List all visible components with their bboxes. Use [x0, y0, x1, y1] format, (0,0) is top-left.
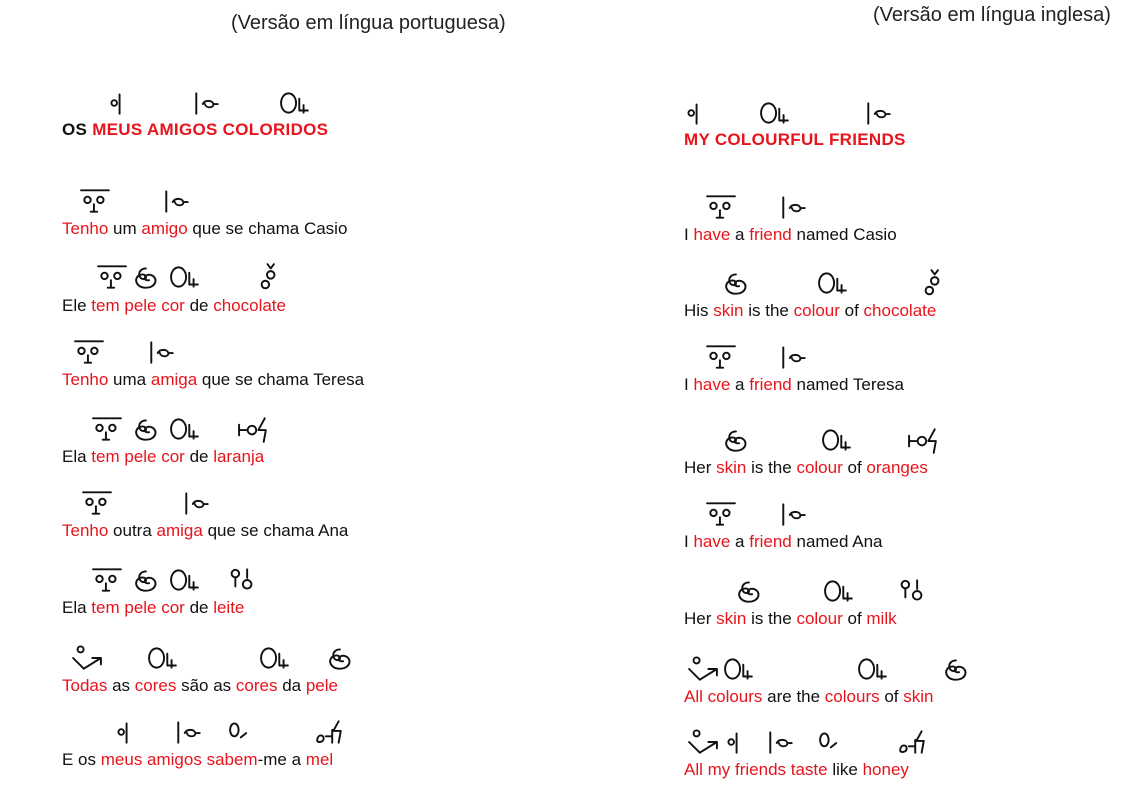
english-title [684, 128, 906, 152]
text-segment: I [684, 532, 694, 551]
have-symbol-icon [95, 262, 129, 292]
colour-symbol-icon [722, 654, 756, 684]
text-segment: tem pele cor [91, 447, 185, 466]
text-segment: friend [749, 225, 792, 244]
text-segment: of [842, 458, 867, 477]
skin-symbol-icon [720, 425, 754, 455]
english-line-7 [684, 685, 933, 709]
friend-symbol-icon [160, 186, 194, 216]
text-segment: amigo [141, 219, 188, 238]
my-symbol-icon [726, 727, 760, 757]
text-segment: amiga [156, 521, 203, 540]
text-segment: like [827, 760, 863, 779]
text-segment: MY COLOURFUL FRIENDS [684, 130, 906, 149]
text-segment: colour [796, 609, 843, 628]
text-segment: I [684, 375, 694, 394]
portuguese-line-1 [62, 217, 347, 241]
skin-symbol-icon [733, 576, 767, 606]
portuguese-line-3 [62, 368, 364, 392]
have-symbol-icon [72, 337, 106, 367]
text-segment: -me a [257, 750, 306, 769]
all-symbol-icon [686, 654, 720, 684]
portuguese-line-5 [62, 519, 348, 543]
text-segment: Her [684, 458, 717, 477]
orange-symbol-icon [236, 414, 270, 444]
text-segment: MEUS AMIGOS COLORIDOS [92, 120, 329, 139]
text-segment: da [277, 676, 306, 695]
text-segment: Tenho [62, 219, 109, 238]
text-segment: is the [746, 458, 797, 477]
friend-symbol-icon [180, 488, 214, 518]
colour-symbol-icon [822, 576, 856, 606]
colour-symbol-icon [856, 654, 890, 684]
text-segment: named Teresa [791, 375, 904, 394]
my-symbol-icon [686, 98, 720, 128]
skin-symbol-icon [130, 262, 164, 292]
text-segment: Tenho [62, 370, 109, 389]
text-segment: colour [793, 301, 840, 320]
text-segment: oranges [866, 458, 928, 477]
all-symbol-icon [686, 727, 720, 757]
have-symbol-icon [704, 342, 738, 372]
text-segment: colours [824, 687, 880, 706]
text-segment: have [693, 532, 731, 551]
text-segment: skin [716, 609, 747, 628]
colour-symbol-icon [820, 425, 854, 455]
text-segment: um [108, 219, 142, 238]
text-segment: a [730, 225, 750, 244]
text-segment: Her [684, 609, 717, 628]
portuguese-line-7 [62, 674, 338, 698]
english-version-header: (Versão em língua inglesa) [873, 4, 1111, 26]
english-line-8 [684, 758, 909, 782]
portuguese-line-6 [62, 596, 244, 620]
friend-symbol-icon [862, 98, 896, 128]
text-segment: Todas [62, 676, 108, 695]
orange-symbol-icon [906, 425, 940, 455]
text-segment: a [730, 375, 750, 394]
have-symbol-icon [80, 488, 114, 518]
text-segment: cores [235, 676, 278, 695]
colour-symbol-icon [258, 643, 292, 673]
taste-symbol-icon [227, 717, 261, 747]
text-segment: são as [176, 676, 236, 695]
text-segment: tem pele cor [91, 598, 185, 617]
friend-symbol-icon [145, 337, 179, 367]
text-segment: mel [305, 750, 334, 769]
text-segment: a [730, 532, 750, 551]
text-segment: of [879, 687, 904, 706]
text-segment: All colours [684, 687, 763, 706]
english-line-2 [684, 299, 936, 323]
colour-symbol-icon [168, 262, 202, 292]
text-segment: of [839, 301, 864, 320]
english-line-5 [684, 530, 883, 554]
text-segment: que se chama Ana [202, 521, 349, 540]
text-segment: leite [213, 598, 245, 617]
text-segment: friend [749, 375, 792, 394]
text-segment: I [684, 225, 694, 244]
english-line-1 [684, 223, 897, 247]
friend-symbol-icon [777, 192, 811, 222]
chocolate-symbol-icon [258, 262, 292, 292]
my-symbol-icon [109, 88, 143, 118]
all-symbol-icon [70, 643, 104, 673]
text-segment: laranja [213, 447, 265, 466]
text-segment: outra [108, 521, 157, 540]
milk-symbol-icon [898, 576, 932, 606]
colour-symbol-icon [758, 98, 792, 128]
have-symbol-icon [704, 499, 738, 529]
text-segment: His [684, 301, 714, 320]
honey-symbol-icon [312, 717, 346, 747]
text-segment: milk [866, 609, 897, 628]
portuguese-line-8 [62, 748, 333, 772]
text-segment: have [693, 225, 731, 244]
chocolate-symbol-icon [922, 268, 956, 298]
taste-symbol-icon [817, 727, 851, 757]
skin-symbol-icon [720, 268, 754, 298]
text-segment: is the [743, 301, 794, 320]
colour-symbol-icon [168, 414, 202, 444]
text-segment: uma [108, 370, 151, 389]
friend-symbol-icon [172, 717, 206, 747]
colour-symbol-icon [816, 268, 850, 298]
text-segment: de [184, 598, 214, 617]
text-segment: meus amigos sabem [100, 750, 258, 769]
friend-symbol-icon [764, 727, 798, 757]
text-segment: honey [862, 760, 909, 779]
skin-symbol-icon [130, 565, 164, 595]
text-segment: de [184, 447, 214, 466]
honey-symbol-icon [895, 727, 929, 757]
portuguese-version-header: (Versão em língua portuguesa) [231, 12, 506, 34]
text-segment: skin [903, 687, 934, 706]
english-line-4 [684, 456, 928, 480]
colour-symbol-icon [168, 565, 202, 595]
english-line-6 [684, 607, 897, 631]
text-segment: are the [762, 687, 825, 706]
text-segment: Ela [62, 447, 92, 466]
friend-symbol-icon [777, 342, 811, 372]
text-segment: colour [796, 458, 843, 477]
have-symbol-icon [704, 192, 738, 222]
milk-symbol-icon [228, 565, 262, 595]
friend-symbol-icon [777, 499, 811, 529]
portuguese-title [62, 118, 328, 142]
text-segment: named Casio [791, 225, 897, 244]
have-symbol-icon [90, 414, 124, 444]
text-segment: as [107, 676, 135, 695]
text-segment: have [693, 375, 731, 394]
my-symbol-icon [116, 717, 150, 747]
text-segment: que se chama Teresa [197, 370, 365, 389]
text-segment: que se chama Casio [187, 219, 348, 238]
colour-symbol-icon [146, 643, 180, 673]
skin-symbol-icon [130, 414, 164, 444]
have-symbol-icon [78, 186, 112, 216]
have-symbol-icon [90, 565, 124, 595]
text-segment: cores [134, 676, 177, 695]
skin-symbol-icon [940, 654, 974, 684]
portuguese-line-2 [62, 294, 286, 318]
text-segment: skin [713, 301, 744, 320]
english-line-3 [684, 373, 904, 397]
text-segment: chocolate [863, 301, 937, 320]
text-segment: friend [749, 532, 792, 551]
text-segment: All my friends taste [684, 760, 828, 779]
colour-symbol-icon [278, 88, 312, 118]
text-segment: amiga [150, 370, 198, 389]
text-segment: E os [62, 750, 101, 769]
text-segment: chocolate [213, 296, 286, 315]
friend-symbol-icon [190, 88, 224, 118]
text-segment: skin [716, 458, 747, 477]
text-segment: Ela [62, 598, 92, 617]
text-segment: Tenho [62, 521, 109, 540]
skin-symbol-icon [324, 643, 358, 673]
text-segment: pele [305, 676, 338, 695]
text-segment: of [842, 609, 867, 628]
text-segment: named Ana [791, 532, 883, 551]
text-segment: is the [746, 609, 797, 628]
text-segment: Ele [62, 296, 92, 315]
text-segment: OS [62, 120, 93, 139]
portuguese-line-4 [62, 445, 264, 469]
text-segment: tem pele cor [91, 296, 185, 315]
text-segment: de [184, 296, 214, 315]
